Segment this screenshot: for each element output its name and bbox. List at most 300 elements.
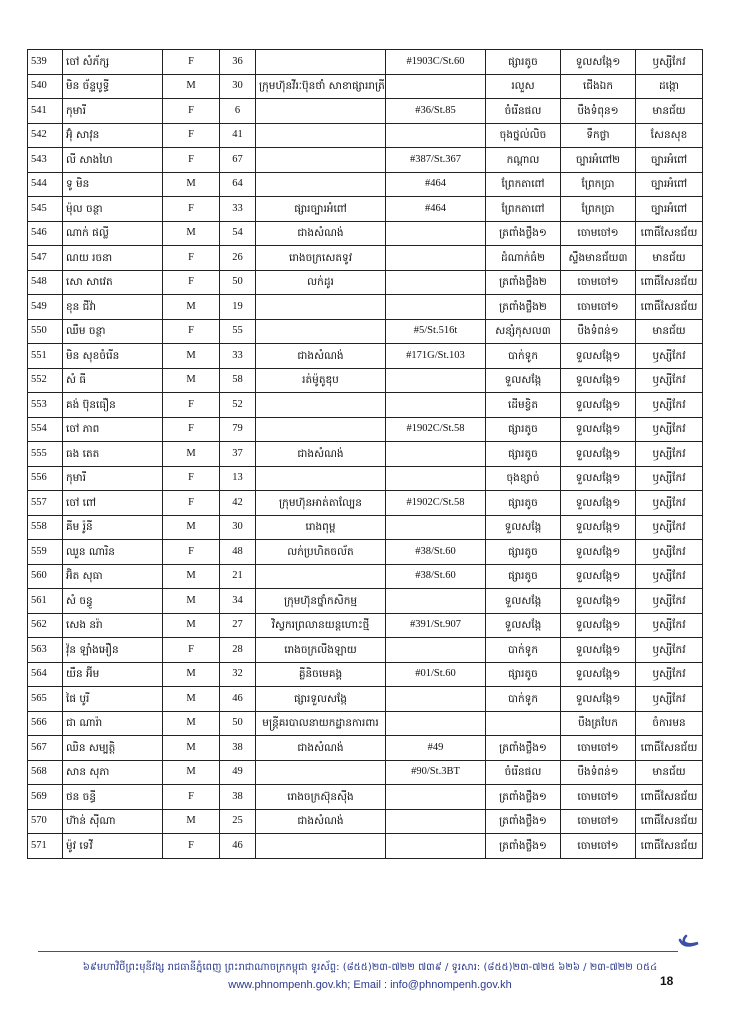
- cell-house: [386, 711, 486, 736]
- cell-name: កុមារី: [63, 99, 163, 124]
- cell-name: អ៊ុំ សាវុន: [63, 123, 163, 148]
- cell-house: [386, 466, 486, 491]
- cell-work: [256, 393, 386, 418]
- cell-vil: ព្រែកតាពៅ: [486, 172, 561, 197]
- cell-com: ទួលសង្កែ១: [561, 50, 636, 75]
- cell-vil: ទួលសង្កែ: [486, 515, 561, 540]
- cell-sex: M: [163, 221, 220, 246]
- cell-sex: F: [163, 638, 220, 663]
- cell-vil: ត្រពាំងថ្លឹង១: [486, 834, 561, 859]
- cell-name: ជា ណារ៉ា: [63, 711, 163, 736]
- cell-age: 30: [220, 74, 256, 99]
- cell-vil: ចំរើនផល: [486, 760, 561, 785]
- cell-vil: សន្សំកុសល៣: [486, 319, 561, 344]
- table-row: [28, 785, 703, 810]
- cell-work: ជាងសំណង់: [256, 221, 386, 246]
- cell-dist: ច្បារអំពៅ: [636, 148, 703, 173]
- cell-name: សំ ធី: [63, 368, 163, 393]
- cell-com: ទួលសង្កែ១: [561, 491, 636, 516]
- cell-house: #90/St.3BT: [386, 760, 486, 785]
- cell-com: ទួលសង្កែ១: [561, 393, 636, 418]
- cell-vil: ផ្សារតូច: [486, 50, 561, 75]
- cell-age: 67: [220, 148, 256, 173]
- cell-no: 543: [28, 148, 63, 173]
- cell-work: រោងចក្រស៊ុនស៊ីង: [256, 785, 386, 810]
- cell-sex: M: [163, 368, 220, 393]
- cell-name: វ៉ុន ឡាំងអឿន: [63, 638, 163, 663]
- cell-vil: ផ្សារតូច: [486, 540, 561, 565]
- footer-website-email: www.phnompenh.gov.kh; Email : info@phnompenh.gov.kh: [228, 979, 512, 991]
- cell-house: #5/St.516t: [386, 319, 486, 344]
- cell-vil: បាក់ទូក: [486, 344, 561, 369]
- cell-no: 561: [28, 589, 63, 614]
- cell-sex: M: [163, 662, 220, 687]
- cell-name: ធង តេត: [63, 442, 163, 467]
- cell-age: 28: [220, 638, 256, 663]
- cell-house: [386, 123, 486, 148]
- cell-no: 562: [28, 613, 63, 638]
- cell-no: 567: [28, 736, 63, 761]
- table-row: [28, 319, 703, 344]
- cell-com: ចោមចៅ១: [561, 270, 636, 295]
- cell-work: [256, 564, 386, 589]
- cell-vil: [486, 711, 561, 736]
- cell-name: ផៃ បូរី: [63, 687, 163, 712]
- cell-no: 539: [28, 50, 63, 75]
- cell-com: ចោមចៅ១: [561, 295, 636, 320]
- cell-vil: ទួលសង្កែ: [486, 613, 561, 638]
- table-row: [28, 613, 703, 638]
- cell-vil: ត្រពាំងថ្លឹង២: [486, 270, 561, 295]
- table-row: [28, 99, 703, 124]
- cell-no: 557: [28, 491, 63, 516]
- cell-dist: ចំការមន: [636, 711, 703, 736]
- cell-work: ជាងសំណង់: [256, 809, 386, 834]
- cell-com: ទួលសង្កែ១: [561, 417, 636, 442]
- cell-house: [386, 638, 486, 663]
- cell-sex: M: [163, 442, 220, 467]
- cell-dist: ពោធិ៍សែនជ័យ: [636, 295, 703, 320]
- cell-sex: F: [163, 246, 220, 271]
- cell-sex: F: [163, 270, 220, 295]
- cell-work: [256, 466, 386, 491]
- cell-vil: ដំណាក់ធំ២: [486, 246, 561, 271]
- cell-sex: M: [163, 515, 220, 540]
- cell-age: 42: [220, 491, 256, 516]
- cell-sex: F: [163, 148, 220, 173]
- cell-name: លី សាងហៃ: [63, 148, 163, 173]
- cell-dist: ពោធិ៍សែនជ័យ: [636, 221, 703, 246]
- cell-dist: មានជ័យ: [636, 99, 703, 124]
- cell-age: 19: [220, 295, 256, 320]
- cell-work: មន្ត្រីគរបាលនាយកដ្ឋានការពារ: [256, 711, 386, 736]
- cell-work: ជាងសំណង់: [256, 442, 386, 467]
- table-row: [28, 172, 703, 197]
- cell-work: រោងចក្រលីងឡាយ: [256, 638, 386, 663]
- cell-house: #464: [386, 172, 486, 197]
- cell-sex: F: [163, 99, 220, 124]
- table-row: [28, 466, 703, 491]
- cell-com: ទួលសង្កែ១: [561, 638, 636, 663]
- cell-age: 52: [220, 393, 256, 418]
- cell-age: 54: [220, 221, 256, 246]
- cell-no: 546: [28, 221, 63, 246]
- cell-name: ចៅ ពៅ: [63, 491, 163, 516]
- cell-house: [386, 687, 486, 712]
- table-row: [28, 74, 703, 99]
- cell-sex: F: [163, 834, 220, 859]
- cell-work: លក់ដូរ: [256, 270, 386, 295]
- cell-age: 64: [220, 172, 256, 197]
- cell-age: 49: [220, 760, 256, 785]
- cell-work: រោងចក្រសេតទូវ: [256, 246, 386, 271]
- cell-no: 551: [28, 344, 63, 369]
- cell-age: 46: [220, 834, 256, 859]
- cell-dist: ឫស្សីកែវ: [636, 442, 703, 467]
- cell-vil: ផ្សារតូច: [486, 662, 561, 687]
- cell-house: [386, 809, 486, 834]
- cell-dist: ឫស្សីកែវ: [636, 466, 703, 491]
- cell-vil: ត្រពាំងថ្លឹង១: [486, 736, 561, 761]
- cell-com: ព្រែកប្រា: [561, 197, 636, 222]
- cell-dist: ឫស្សីកែវ: [636, 417, 703, 442]
- cell-no: 569: [28, 785, 63, 810]
- cell-no: 560: [28, 564, 63, 589]
- cell-house: #391/St.907: [386, 613, 486, 638]
- cell-sex: M: [163, 564, 220, 589]
- cell-com: ទួលសង្កែ១: [561, 344, 636, 369]
- cell-age: 33: [220, 197, 256, 222]
- cell-age: 26: [220, 246, 256, 271]
- cell-age: 13: [220, 466, 256, 491]
- table-row: [28, 638, 703, 663]
- cell-no: 541: [28, 99, 63, 124]
- cell-com: ទួលសង្កែ១: [561, 515, 636, 540]
- cell-no: 542: [28, 123, 63, 148]
- table-row: [28, 417, 703, 442]
- cell-age: 36: [220, 50, 256, 75]
- table-row: [28, 687, 703, 712]
- cell-dist: ដង្កោ: [636, 74, 703, 99]
- cell-no: 544: [28, 172, 63, 197]
- cell-sex: F: [163, 785, 220, 810]
- cell-sex: M: [163, 613, 220, 638]
- table-row: [28, 662, 703, 687]
- cell-com: ទួលសង្កែ១: [561, 466, 636, 491]
- cell-sex: M: [163, 74, 220, 99]
- footer-address: ៦៩មហាវិថីព្រះមុនីវង្ស រាជធានីភ្នំពេញ ព្រះរាជាណាចក្រកម្ពុជា ទូរស័ព្ទ: (៨៥៥)២៣-៧២២ ៧៣៩ / ទូរសារ: (៨៥៥)២៣-៧២៥ ៦២៦ / ២៣-៧២២ ០៥៤: [82, 962, 658, 973]
- cell-sex: M: [163, 711, 220, 736]
- cell-no: 552: [28, 368, 63, 393]
- cell-house: [386, 295, 486, 320]
- cell-no: 559: [28, 540, 63, 565]
- cell-vil: ទួលសង្កែ: [486, 589, 561, 614]
- cell-age: 50: [220, 711, 256, 736]
- cell-work: [256, 123, 386, 148]
- cell-name: ថន ចន្ធី: [63, 785, 163, 810]
- cell-name: ឈឹម ចន្ថា: [63, 319, 163, 344]
- cell-age: 6: [220, 99, 256, 124]
- cell-sex: M: [163, 295, 220, 320]
- cell-no: 564: [28, 662, 63, 687]
- cell-work: រោងពុម្ព: [256, 515, 386, 540]
- cell-work: [256, 834, 386, 859]
- records-table-body: [28, 50, 703, 859]
- page-number: 18: [660, 974, 674, 988]
- cell-house: #387/St.367: [386, 148, 486, 173]
- cell-house: [386, 221, 486, 246]
- cell-dist: ច្បារអំពៅ: [636, 172, 703, 197]
- cell-com: ទឹកថ្លា: [561, 123, 636, 148]
- cell-com: ព្រែកប្រា: [561, 172, 636, 197]
- cell-com: ចោមចៅ១: [561, 834, 636, 859]
- table-row: [28, 809, 703, 834]
- cell-sex: M: [163, 687, 220, 712]
- cell-dist: ឫស្សីកែវ: [636, 589, 703, 614]
- table-row: [28, 736, 703, 761]
- cell-vil: ត្រពាំងថ្លឹង១: [486, 809, 561, 834]
- cell-house: [386, 270, 486, 295]
- cell-age: 79: [220, 417, 256, 442]
- cell-dist: ឫស្សីកែវ: [636, 540, 703, 565]
- cell-vil: រលួស: [486, 74, 561, 99]
- cell-name: សំ ចន្ធូ: [63, 589, 163, 614]
- cell-vil: ត្រពាំងថ្លឹង១: [486, 785, 561, 810]
- cell-name: សាន សុភា: [63, 760, 163, 785]
- cell-work: [256, 295, 386, 320]
- cell-vil: ត្រពាំងថ្លឹង១: [486, 221, 561, 246]
- cell-dist: ឫស្សីកែវ: [636, 393, 703, 418]
- table-row: [28, 344, 703, 369]
- cell-com: ទួលសង្កែ១: [561, 613, 636, 638]
- cell-com: ស្ទឹងមានជ័យ៣: [561, 246, 636, 271]
- cell-dist: ឫស្សីកែវ: [636, 613, 703, 638]
- cell-vil: ចុងខ្សាច់: [486, 466, 561, 491]
- cell-com: ទួលសង្កែ១: [561, 662, 636, 687]
- swoosh-logo-icon: [678, 934, 700, 950]
- cell-dist: មានជ័យ: [636, 760, 703, 785]
- cell-house: #1902C/St.58: [386, 417, 486, 442]
- cell-no: 553: [28, 393, 63, 418]
- table-row: [28, 589, 703, 614]
- table-row: [28, 246, 703, 271]
- table-row: [28, 295, 703, 320]
- cell-age: 27: [220, 613, 256, 638]
- cell-vil: កណ្តាល: [486, 148, 561, 173]
- cell-work: [256, 760, 386, 785]
- cell-work: រត់ម៉ូតូឌុប: [256, 368, 386, 393]
- table-row: [28, 270, 703, 295]
- cell-com: ចោមចៅ១: [561, 736, 636, 761]
- cell-name: សោ សាវេត: [63, 270, 163, 295]
- cell-work: [256, 417, 386, 442]
- cell-house: #01/St.60: [386, 662, 486, 687]
- cell-name: ទូ មិន: [63, 172, 163, 197]
- cell-name: ចៅ ភាព: [63, 417, 163, 442]
- cell-work: ជាងសំណង់: [256, 736, 386, 761]
- cell-dist: ឫស្សីកែវ: [636, 491, 703, 516]
- cell-age: 55: [220, 319, 256, 344]
- cell-dist: ពោធិ៍សែនជ័យ: [636, 785, 703, 810]
- cell-house: [386, 589, 486, 614]
- cell-house: [386, 515, 486, 540]
- cell-name: មិន សុខចំរើន: [63, 344, 163, 369]
- cell-house: [386, 785, 486, 810]
- cell-work: ផ្សារទួលសង្កែ: [256, 687, 386, 712]
- cell-work: [256, 319, 386, 344]
- table-row: [28, 760, 703, 785]
- cell-vil: បាក់ទូក: [486, 687, 561, 712]
- cell-no: 545: [28, 197, 63, 222]
- cell-vil: ទួលសង្កែ: [486, 368, 561, 393]
- cell-dist: ពោធិ៍សែនជ័យ: [636, 270, 703, 295]
- cell-com: បឹងទំពន់១: [561, 319, 636, 344]
- cell-work: ជាងសំណង់: [256, 344, 386, 369]
- cell-name: ណយ រចនា: [63, 246, 163, 271]
- cell-com: ទួលសង្កែ១: [561, 589, 636, 614]
- cell-house: #171G/St.103: [386, 344, 486, 369]
- cell-age: 38: [220, 736, 256, 761]
- cell-work: វិស្វករព្រលានយន្តហោះថ្មី: [256, 613, 386, 638]
- cell-com: បឹងទំពន់១: [561, 760, 636, 785]
- cell-age: 58: [220, 368, 256, 393]
- cell-house: #49: [386, 736, 486, 761]
- cell-name: ឈិន សម្បត្តិ: [63, 736, 163, 761]
- table-row: [28, 148, 703, 173]
- cell-house: [386, 368, 486, 393]
- cell-vil: ផ្សារតូច: [486, 564, 561, 589]
- cell-no: 547: [28, 246, 63, 271]
- cell-vil: ត្រពាំងថ្លឹង២: [486, 295, 561, 320]
- cell-name: ចៅ សំភ័ក្ស: [63, 50, 163, 75]
- cell-dist: ឫស្សីកែវ: [636, 662, 703, 687]
- cell-no: 571: [28, 834, 63, 859]
- table-row: [28, 540, 703, 565]
- table-row: [28, 197, 703, 222]
- cell-sex: M: [163, 760, 220, 785]
- cell-no: 566: [28, 711, 63, 736]
- cell-house: #38/St.60: [386, 540, 486, 565]
- cell-age: 33: [220, 344, 256, 369]
- cell-house: #1903C/St.60: [386, 50, 486, 75]
- cell-no: 568: [28, 760, 63, 785]
- cell-dist: មានជ័យ: [636, 246, 703, 271]
- cell-sex: M: [163, 736, 220, 761]
- cell-work: លក់ប្រហិតចល័ត: [256, 540, 386, 565]
- cell-name: មិន ច័ន្ទបូទ្ធី: [63, 74, 163, 99]
- cell-vil: ផ្សារតូច: [486, 491, 561, 516]
- cell-sex: F: [163, 466, 220, 491]
- cell-com: បឹងទំពុន១: [561, 99, 636, 124]
- cell-name: សេង នរ៉ា: [63, 613, 163, 638]
- cell-name: កុមារី: [63, 466, 163, 491]
- cell-com: ច្បារអំពៅ២: [561, 148, 636, 173]
- cell-com: បឹងត្របែក: [561, 711, 636, 736]
- table-row: [28, 834, 703, 859]
- cell-no: 554: [28, 417, 63, 442]
- cell-sex: F: [163, 393, 220, 418]
- cell-no: 556: [28, 466, 63, 491]
- cell-age: 38: [220, 785, 256, 810]
- cell-age: 30: [220, 515, 256, 540]
- cell-sex: M: [163, 344, 220, 369]
- cell-vil: ចំរើនផល: [486, 99, 561, 124]
- cell-vil: ផ្សារតូច: [486, 442, 561, 467]
- table-row: [28, 368, 703, 393]
- cell-work: [256, 148, 386, 173]
- cell-com: ទួលសង្កែ១: [561, 564, 636, 589]
- cell-house: [386, 834, 486, 859]
- cell-house: [386, 442, 486, 467]
- cell-dist: ឫស្សីកែវ: [636, 638, 703, 663]
- cell-dist: ឫស្សីកែវ: [636, 564, 703, 589]
- cell-com: ទួលសង្កែ១: [561, 540, 636, 565]
- table-row: [28, 221, 703, 246]
- cell-dist: ឫស្សីកែវ: [636, 687, 703, 712]
- cell-no: 563: [28, 638, 63, 663]
- cell-com: ចោមចៅ១: [561, 785, 636, 810]
- table-row: [28, 711, 703, 736]
- cell-name: ឈួន ណារិន: [63, 540, 163, 565]
- cell-name: ខុន ជីវ៉ា: [63, 295, 163, 320]
- cell-house: #36/St.85: [386, 99, 486, 124]
- cell-dist: ឫស្សីកែវ: [636, 368, 703, 393]
- cell-no: 570: [28, 809, 63, 834]
- table-row: [28, 564, 703, 589]
- cell-house: #464: [386, 197, 486, 222]
- cell-com: ទួលសង្កែ១: [561, 368, 636, 393]
- cell-no: 549: [28, 295, 63, 320]
- cell-com: ជើងឯក: [561, 74, 636, 99]
- table-row: [28, 515, 703, 540]
- cell-age: 25: [220, 809, 256, 834]
- cell-dist: ច្បារអំពៅ: [636, 197, 703, 222]
- cell-work: [256, 99, 386, 124]
- records-table: [27, 49, 703, 859]
- cell-no: 555: [28, 442, 63, 467]
- cell-sex: M: [163, 809, 220, 834]
- cell-age: 37: [220, 442, 256, 467]
- cell-sex: M: [163, 172, 220, 197]
- table-row: [28, 491, 703, 516]
- cell-vil: ផ្សារតូច: [486, 417, 561, 442]
- cell-work: គ្លីនិចមេគង្គ: [256, 662, 386, 687]
- table-row: [28, 442, 703, 467]
- cell-dist: មានជ័យ: [636, 319, 703, 344]
- cell-age: 48: [220, 540, 256, 565]
- cell-work: [256, 50, 386, 75]
- cell-age: 21: [220, 564, 256, 589]
- cell-age: 50: [220, 270, 256, 295]
- cell-no: 558: [28, 515, 63, 540]
- cell-sex: F: [163, 319, 220, 344]
- cell-dist: ឫស្សីកែវ: [636, 50, 703, 75]
- cell-house: [386, 246, 486, 271]
- cell-no: 550: [28, 319, 63, 344]
- cell-no: 548: [28, 270, 63, 295]
- cell-age: 46: [220, 687, 256, 712]
- cell-dist: សែនសុខ: [636, 123, 703, 148]
- cell-house: #1902C/St.58: [386, 491, 486, 516]
- cell-work: [256, 172, 386, 197]
- table-row: [28, 50, 703, 75]
- cell-vil: ដើមខ្វិត: [486, 393, 561, 418]
- cell-dist: ឫស្សីកែវ: [636, 344, 703, 369]
- cell-sex: F: [163, 50, 220, 75]
- cell-sex: F: [163, 197, 220, 222]
- cell-age: 34: [220, 589, 256, 614]
- cell-sex: F: [163, 123, 220, 148]
